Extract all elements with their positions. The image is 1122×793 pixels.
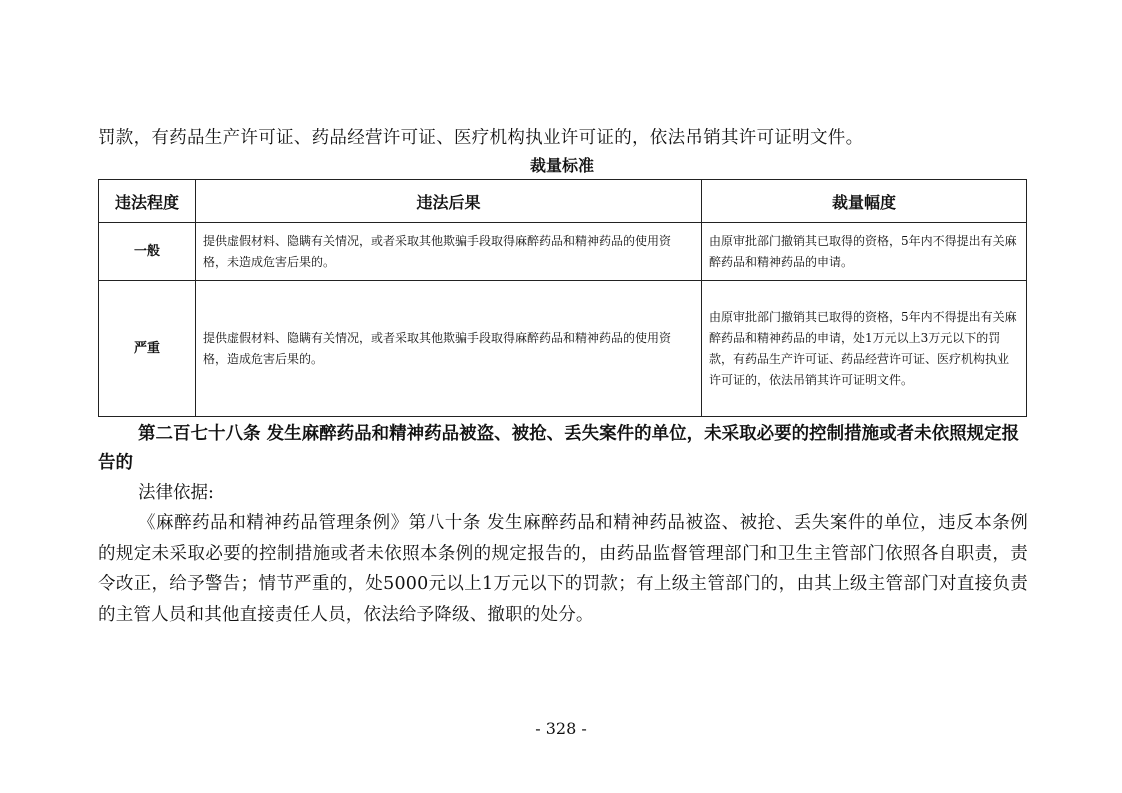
violation-level-cell: 严重: [99, 281, 196, 417]
consequence-cell: 提供虚假材料、隐瞒有关情况，或者采取其他欺骗手段取得麻醉药品和精神药品的使用资格，未造成危害后果的。: [196, 223, 702, 281]
continuation-text: 罚款，有药品生产许可证、药品经营许可证、医疗机构执业许可证的，依法吊销其许可证明文件。: [98, 128, 864, 148]
page-number: - 328 -: [535, 719, 587, 738]
table-header-row: [99, 180, 1027, 223]
header-consequence: 违法后果: [196, 180, 702, 223]
legal-basis-label: 法律依据:: [138, 483, 214, 503]
discretion-standard-table: [98, 179, 1027, 417]
table-title: 裁量标准: [529, 156, 594, 175]
article-heading: 第二百七十八条 发生麻醉药品和精神药品被盗、被抢、丢失案件的单位，未采取必要的控制措施或者未依照规定报告的: [98, 424, 1020, 473]
table-row: [99, 281, 1027, 417]
legal-basis-text: 《麻醉药品和精神药品管理条例》第八十条 发生麻醉药品和精神药品被盗、被抢、丢失案件的单位，违反本条例的规定未采取必要的控制措施或者未依照本条例的规定报告的，由药品监督管理部门和卫生主管部门依照各自职责，责令改正，给予警告；情节严重的，处5000元以上1万元以下的罚款；有上级主管部门的，由其上级主管部门对直接负责的主管人员和其他直接责任人员，依法给予降级、撤职的处分。: [98, 513, 1028, 625]
header-violation-level: 违法程度: [99, 180, 196, 223]
header-penalty-range: 裁量幅度: [702, 180, 1027, 223]
violation-level-cell: 一般: [99, 223, 196, 281]
consequence-cell: 提供虚假材料、隐瞒有关情况，或者采取其他欺骗手段取得麻醉药品和精神药品的使用资格，造成危害后果的。: [196, 281, 702, 417]
table-row: [99, 223, 1027, 281]
penalty-range-cell: 由原审批部门撤销其已取得的资格，5年内不得提出有关麻醉药品和精神药品的申请。: [702, 223, 1027, 281]
penalty-range-cell: 由原审批部门撤销其已取得的资格，5年内不得提出有关麻醉药品和精神药品的申请，处1万元以上3万元以下的罚款，有药品生产许可证、药品经营许可证、医疗机构执业许可证的，依法吊销其许可证明文件。: [702, 281, 1027, 417]
